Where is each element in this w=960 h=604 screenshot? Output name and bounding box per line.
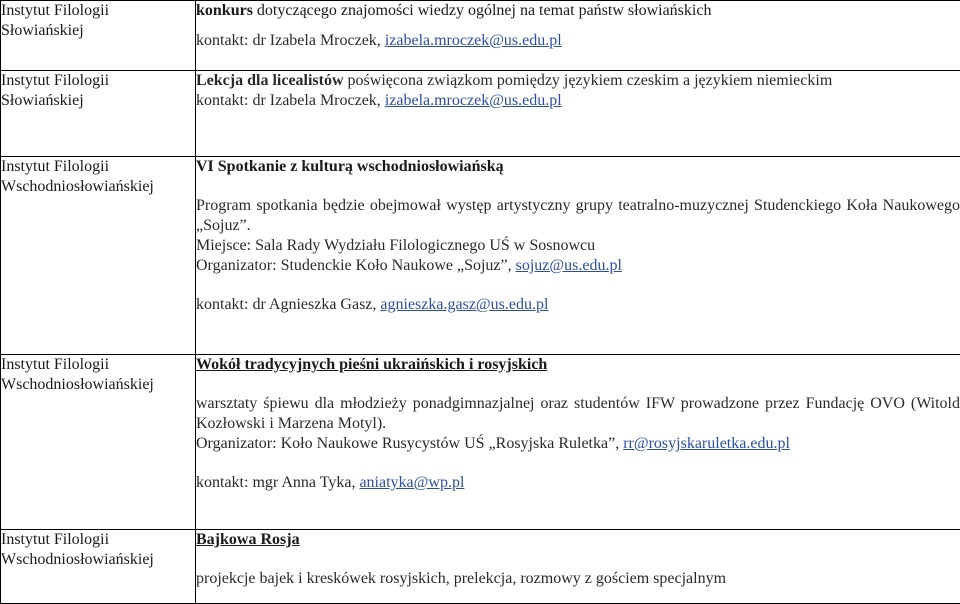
institute-line: Wschodniosłowiańskiej (1, 375, 195, 395)
institute-line: Instytut Filologii (1, 157, 195, 177)
institute-line: Wschodniosłowiańskiej (1, 550, 195, 570)
event-title: Bajkowa Rosja (196, 530, 960, 550)
institute-cell (1, 530, 196, 604)
contact-line (196, 473, 960, 493)
event-cell (196, 71, 960, 157)
event-title (196, 1, 960, 21)
event-title-bold: konkurs (196, 2, 253, 19)
table-row (1, 71, 960, 157)
event-title-rest: dotyczącego znajomości wiedzy ogólnej na temat państw słowiańskich (253, 2, 712, 19)
institute-line: Słowiańskiej (1, 21, 195, 41)
institute-cell (1, 71, 196, 157)
organizer-label: Organizator: Koło Naukowe Rusycystów UŚ „Rosyjska Ruletka”, (196, 435, 623, 452)
event-cell (196, 157, 960, 355)
event-cell (196, 1, 960, 71)
institute-line: Wschodniosłowiańskiej (1, 177, 195, 197)
institute-line: Instytut Filologii (1, 1, 195, 21)
event-title-rest: poświęcona związkom pomiędzy językiem czeskim a językiem niemieckim (344, 72, 833, 89)
event-title-bold: Lekcja dla licealistów (196, 72, 344, 89)
event-description: warsztaty śpiewu dla młodzieży ponadgimnazjalnej oraz studentów IFW prowadzone przez Fundację OVO (Witold Kozłowski i Marzena Motyl). (196, 394, 960, 434)
institute-line: Słowiańskiej (1, 91, 195, 111)
organizer-line (196, 434, 960, 454)
contact-label: kontakt: dr Izabela Mroczek, (196, 92, 385, 109)
organizer-line (196, 256, 960, 276)
contact-line (196, 91, 960, 111)
contact-email-link[interactable]: aniatyka@wp.pl (359, 474, 464, 491)
organizer-email-link[interactable]: sojuz@us.edu.pl (516, 257, 622, 274)
contact-line (196, 295, 960, 315)
event-description: projekcje bajek i kreskówek rosyjskich, prelekcja, rozmowy z gościem specjalnym (196, 569, 960, 589)
table-row (1, 157, 960, 355)
event-cell (196, 530, 960, 604)
event-title: VI Spotkanie z kulturą wschodniosłowiańską (196, 157, 960, 177)
contact-email-link[interactable]: izabela.mroczek@us.edu.pl (385, 92, 562, 109)
institute-line: Instytut Filologii (1, 530, 195, 550)
event-description: Program spotkania będzie obejmował występ artystyczny grupy teatralno-muzycznej Studenckiego Koła Naukowego „Sojuz”. (196, 196, 960, 236)
event-title: Wokół tradycyjnych pieśni ukraińskich i rosyjskich (196, 355, 960, 375)
contact-label: kontakt: mgr Anna Tyka, (196, 474, 359, 491)
contact-email-link[interactable]: izabela.mroczek@us.edu.pl (385, 32, 562, 49)
institute-cell (1, 157, 196, 355)
organizer-email-link[interactable]: rr@rosyjskaruletka.edu.pl (623, 435, 790, 452)
event-cell (196, 355, 960, 530)
table-row (1, 355, 960, 530)
table-row (1, 1, 960, 71)
contact-line (196, 31, 960, 51)
institute-line: Instytut Filologii (1, 355, 195, 375)
table-row (1, 530, 960, 604)
institute-line: Instytut Filologii (1, 71, 195, 91)
institute-cell (1, 355, 196, 530)
organizer-label: Organizator: Studenckie Koło Naukowe „Sojuz”, (196, 257, 516, 274)
contact-label: kontakt: dr Izabela Mroczek, (196, 32, 385, 49)
contact-label: kontakt: dr Agnieszka Gasz, (196, 296, 380, 313)
event-place: Miejsce: Sala Rady Wydziału Filologicznego UŚ w Sosnowcu (196, 236, 960, 256)
event-title (196, 71, 960, 91)
contact-email-link[interactable]: agnieszka.gasz@us.edu.pl (380, 296, 548, 313)
institute-cell (1, 1, 196, 71)
